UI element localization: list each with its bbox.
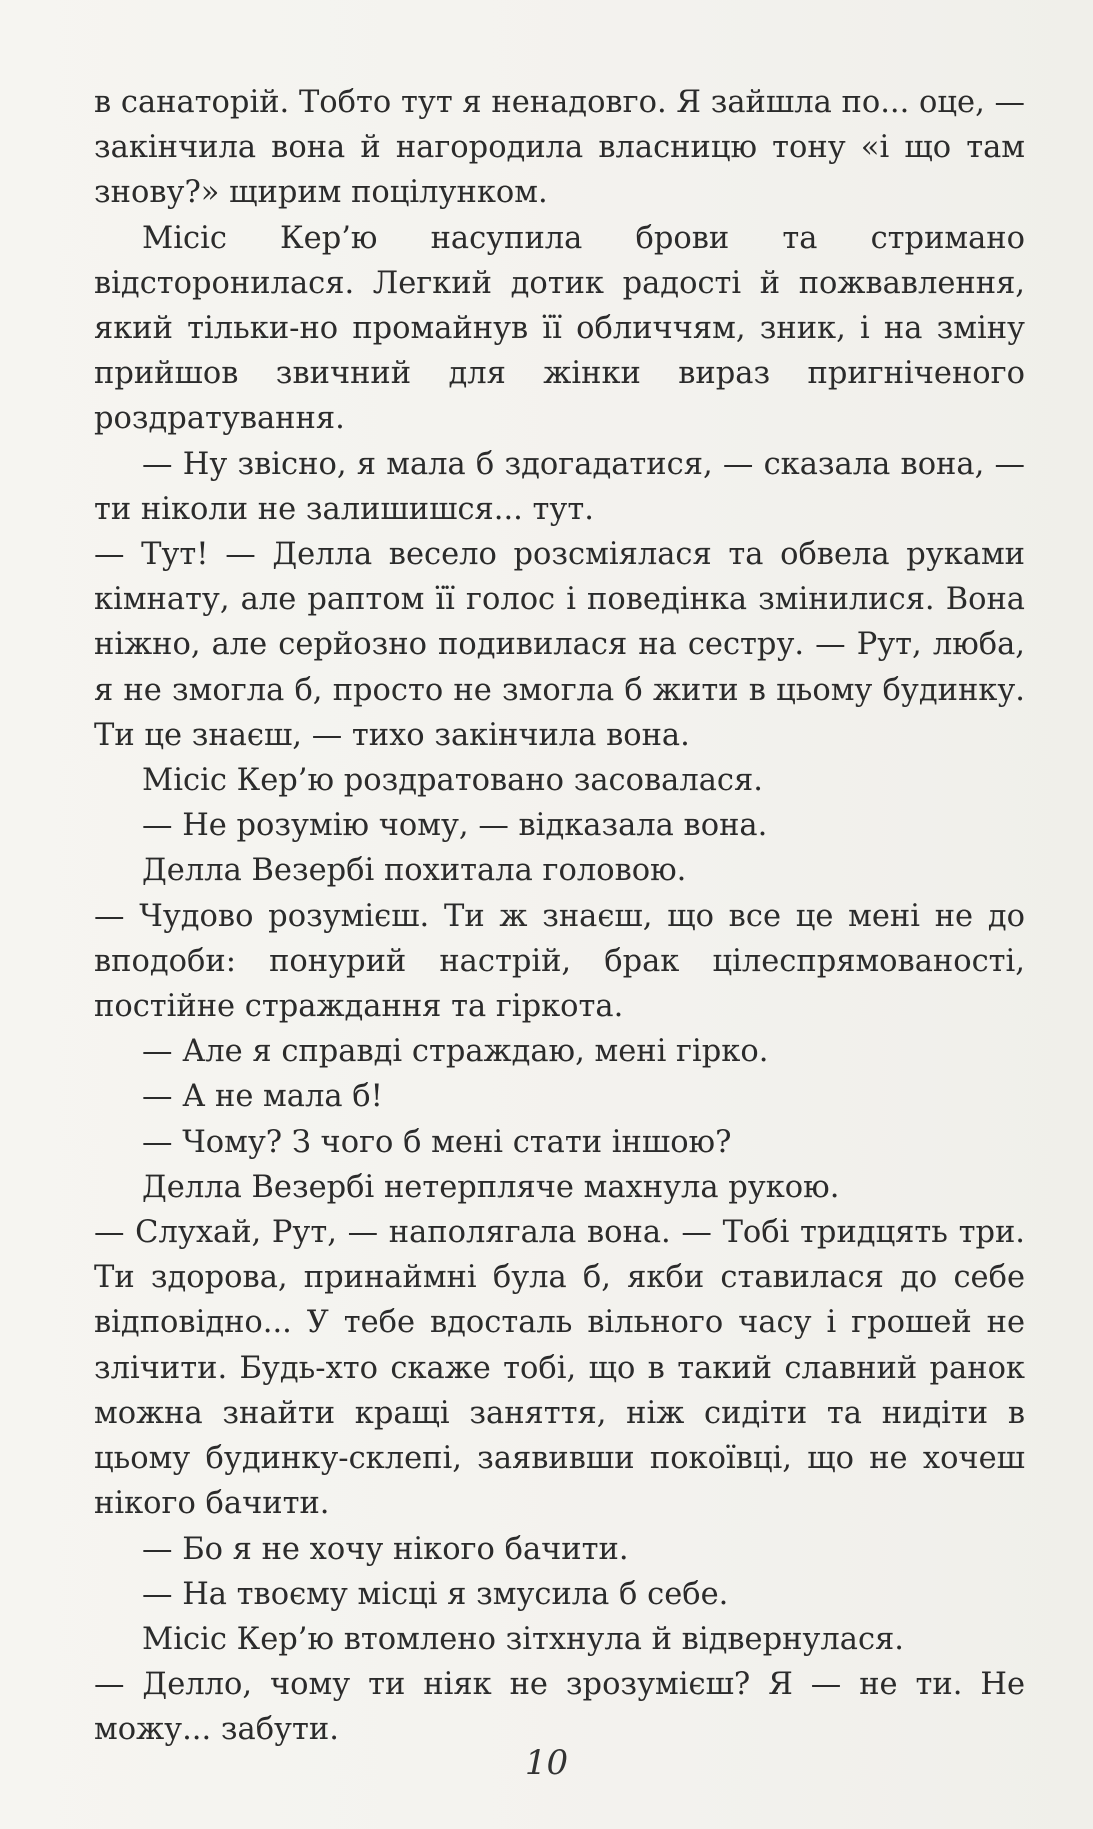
paragraph: — На твоєму місці я змусила б себе. (142, 1576, 729, 1612)
paragraph: — Слухай, Рут, — наполягала вона. — Тобі тридцять три. Ти здорова, принаймні була б, якби ставилася до себе відповідно... У тебе вдосталь вільного часу і грошей не злічити. Будь-хто скаже тобі, що в такий славний ранок можна знайти кращі заняття, ніж сидіти та нидіти в цьому будинку-склепі, заявивши покоївці, що не хочеш нікого бачити. (94, 1215, 1025, 1522)
paragraph: Місіс Кер’ю роздратовано засовалася. (142, 763, 763, 799)
page-number: 10 (524, 1743, 569, 1783)
paragraph: — Бо я не хочу нікого бачити. (142, 1531, 629, 1567)
paragraph: Делла Везербі похитала головою. (142, 853, 687, 889)
paragraph: — Тут! — Делла весело розсміялася та обвела руками кімнату, але раптом її голос і поведінка змінилися. Вона ніжно, але серйозно подивилася на сестру. — Рут, люба, я не змогла б, просто не змогла б жити в цьому будинку. Ти це знаєш, — тихо закінчила вона. (94, 537, 1025, 753)
paragraph: — Чудово розумієш. Ти ж знаєш, що все це мені не до вподоби: понурий настрій, брак цілеспрямованості, постійне страждання та гіркота. (94, 898, 1025, 1025)
paragraph: в санаторій. Тобто тут я ненадовго. Я зайшла по... оце, — закінчила вона й нагородила власницю тону «і що там знову?» щирим поцілунком. (94, 85, 1025, 211)
paragraph: — Делло, чому ти ніяк не зрозумієш? Я — не ти. Не можу... забути. (94, 1667, 1025, 1748)
paragraph: Місіс Кер’ю насупила брови та стримано відсторонилася. Легкий дотик радості й пожвавлення, який тільки-но промайнув її обличчям, зник, і на зміну прийшов звичний для жінки вираз пригніченого роздратування. (94, 220, 1025, 437)
paragraph: — Але я справді страждаю, мені гірко. (142, 1034, 769, 1070)
paragraph: Делла Везербі нетерпляче махнула рукою. (142, 1169, 840, 1205)
paragraph: — Не розумію чому, — відказала вона. (142, 808, 768, 844)
paragraph: — Чому? З чого б мені стати іншою? (142, 1124, 732, 1160)
paragraph: — А не мала б! (142, 1079, 383, 1115)
paragraph: Місіс Кер’ю втомлено зітхнула й відвернулася. (142, 1621, 904, 1657)
paragraph: — Ну звісно, я мала б здогадатися, — сказала вона, — ти ніколи не залишишся... тут. (94, 446, 1025, 527)
body-text (94, 80, 1025, 1753)
